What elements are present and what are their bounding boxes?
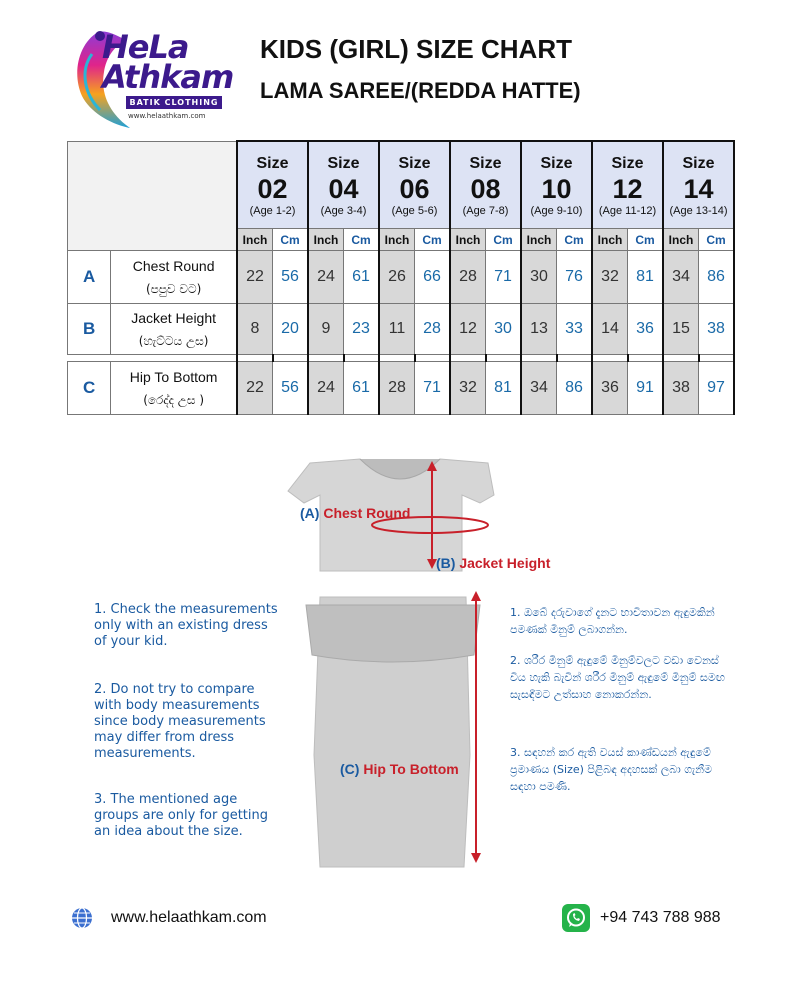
size-header [663,141,734,229]
value-inch: 15 [663,304,699,355]
value-inch: 8 [237,304,273,355]
size-header [521,141,592,229]
note-en-3: 3. The mentioned age groups are only for getting an idea about the size. [94,792,269,839]
table-row-jacket [68,304,735,355]
value-cm: 30 [486,304,522,355]
unit-inch: Inch [237,229,273,251]
table-gap [68,355,735,362]
value-cm: 56 [273,251,309,304]
row-label-si: (හැට්ටය උස) [138,334,209,348]
row-label [111,251,237,304]
size-header [237,141,308,229]
unit-cm: Cm [344,229,380,251]
brand-name-line2: Athkam [102,58,234,96]
value-cm: 61 [344,362,380,415]
size-age: (Age 7-8) [462,205,509,217]
value-cm: 81 [628,251,664,304]
value-inch: 22 [237,362,273,415]
skirt-frill [306,605,480,662]
chest-text: Chest Round [323,505,411,521]
row-label-en: Hip To Bottom [129,369,218,385]
value-cm: 20 [273,304,309,355]
unit-cm: Cm [486,229,522,251]
size-word: Size [540,155,573,172]
value-inch: 24 [308,362,344,415]
value-inch: 28 [450,251,486,304]
value-cm: 97 [699,362,735,415]
brand-url: www.helaathkam.com [128,112,206,120]
size-header [450,141,521,229]
value-cm: 71 [415,362,451,415]
size-age: (Age 5-6) [391,205,438,217]
footer-phone-number[interactable]: +94 743 788 988 [600,909,721,926]
size-number: 08 [470,174,501,204]
value-inch: 32 [450,362,486,415]
row-label [111,362,237,415]
size-word: Size [611,155,644,172]
value-inch: 22 [237,251,273,304]
value-cm: 76 [557,251,593,304]
row-label-si: (රෙද්ද උස ) [143,393,205,407]
value-cm: 56 [273,362,309,415]
note-en-2: 2. Do not try to compare with body measurements since body measurements may differ from dress measurements. [94,682,266,761]
unit-cm: Cm [557,229,593,251]
size-word: Size [682,155,715,172]
row-label-en: Jacket Height [131,310,217,326]
value-inch: 36 [592,362,628,415]
row-key: A [68,251,111,304]
size-header [308,141,379,229]
table-row-hip [68,362,735,415]
unit-inch: Inch [308,229,344,251]
value-cm: 86 [699,251,735,304]
value-cm: 71 [486,251,522,304]
footer-website-link[interactable]: www.helaathkam.com [111,909,267,926]
chest-round-label [300,505,410,521]
value-cm: 36 [628,304,664,355]
brand-logo [70,24,234,130]
row-key: C [68,362,111,415]
chest-key: (A) [300,505,320,521]
value-inch: 9 [308,304,344,355]
size-number: 06 [399,174,430,204]
size-word: Size [398,155,431,172]
value-cm: 81 [486,362,522,415]
globe-icon [70,906,94,930]
jacket-text: Jacket Height [459,555,551,571]
value-cm: 23 [344,304,380,355]
value-inch: 38 [663,362,699,415]
size-number: 04 [328,174,359,204]
unit-inch: Inch [663,229,699,251]
hip-text: Hip To Bottom [363,761,459,777]
value-cm: 66 [415,251,451,304]
size-age: (Age 9-10) [530,205,583,217]
hip-bottom-label [340,761,459,777]
value-inch: 24 [308,251,344,304]
size-number: 10 [541,174,572,204]
table-row-chest [68,251,735,304]
brand-name-line1: HeLa [102,28,189,66]
value-inch: 34 [521,362,557,415]
size-age: (Age 13-14) [669,205,728,217]
unit-cm: Cm [628,229,664,251]
page-subtitle: LAMA SAREE/(REDDA HATTE) [260,78,581,103]
size-chart-table [67,140,735,415]
value-inch: 30 [521,251,557,304]
unit-cm: Cm [415,229,451,251]
value-cm: 33 [557,304,593,355]
brand-tagline: BATIK CLOTHING [126,96,222,109]
size-word: Size [327,155,360,172]
value-inch: 26 [379,251,415,304]
hip-key: (C) [340,761,360,777]
page-title: KIDS (GIRL) SIZE CHART [260,34,572,64]
row-label-en: Chest Round [132,258,215,274]
value-inch: 34 [663,251,699,304]
value-cm: 38 [699,304,735,355]
size-age: (Age 11-12) [598,205,657,217]
table-corner [68,141,238,251]
value-inch: 32 [592,251,628,304]
unit-inch: Inch [521,229,557,251]
value-cm: 91 [628,362,664,415]
row-label-si: (පපුව වට) [145,282,202,296]
jacket-key: (B) [436,555,456,571]
size-number: 12 [612,174,643,204]
unit-cm: Cm [699,229,735,251]
value-cm: 61 [344,251,380,304]
size-word: Size [256,155,289,172]
row-key: B [68,304,111,355]
note-si-3: 3. සඳහන් කර ඇති වයස් කාණ්ඩයන් ඇඳුමේ ප්‍රමාණය (Size) පිළිබඳ අදහසක් ලබා ගැනීම සඳහා පමණි. [510,746,713,793]
whatsapp-icon [562,904,590,932]
size-word: Size [469,155,502,172]
note-si-1: 1. ඔබේ දරුවාගේ දැනට භාවිතාවන ඇඳුමකින් පමණක් මිනුම් ලබාගන්න. [510,606,715,636]
size-age: (Age 3-4) [320,205,367,217]
size-number: 14 [683,174,714,204]
value-cm: 86 [557,362,593,415]
unit-inch: Inch [450,229,486,251]
unit-inch: Inch [592,229,628,251]
size-number: 02 [257,174,288,204]
size-age: (Age 1-2) [249,205,296,217]
unit-cm: Cm [273,229,309,251]
value-inch: 14 [592,304,628,355]
unit-inch: Inch [379,229,415,251]
value-cm: 28 [415,304,451,355]
size-header [592,141,663,229]
value-inch: 28 [379,362,415,415]
size-header [379,141,450,229]
value-inch: 13 [521,304,557,355]
value-inch: 12 [450,304,486,355]
value-inch: 11 [379,304,415,355]
note-si-2: 2. ශරීර මිනුම් ඇඳුමේ මිනුම්වලට වඩා වෙනස් විය හැකි බැවින් ශරීර මිනුම් ඇඳුමේ මිනුම් සමඟ සැසඳීමට උත්සාහ නොකරන්න. [510,654,726,701]
note-en-1: 1. Check the measurements only with an existing dress of your kid. [94,602,278,649]
jacket-height-label [436,555,550,571]
row-label [111,304,237,355]
